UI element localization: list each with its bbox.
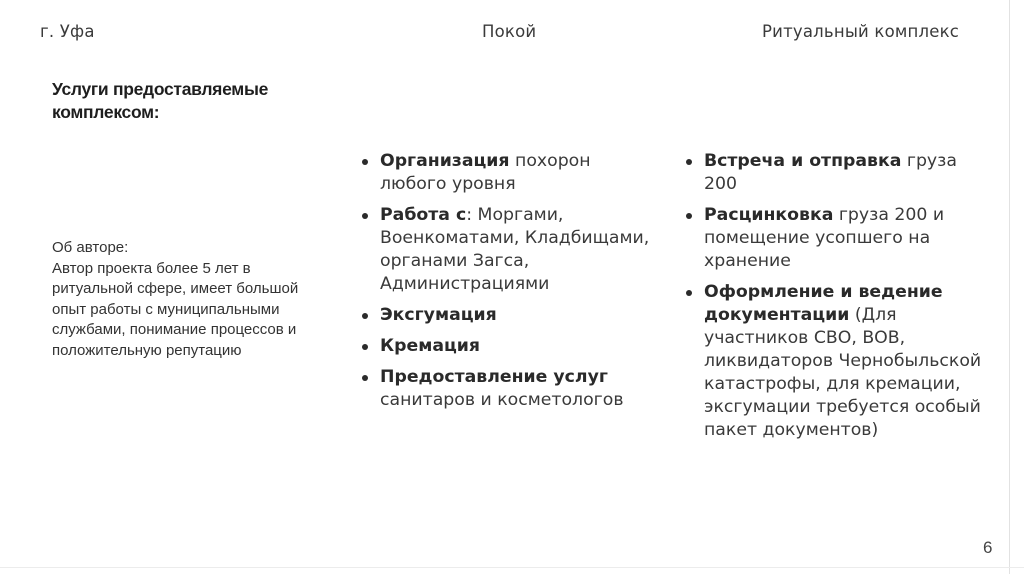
item-bold: Кремация (380, 336, 481, 356)
list-item (684, 204, 984, 273)
author-heading: Об авторе: (52, 239, 129, 256)
item-text: : Моргами, Военкоматами, Кладбищами, органами Загса, Администрациями (380, 205, 650, 294)
item-bold: Организация (380, 151, 510, 171)
header-city: г. Уфа (40, 22, 95, 41)
services-title: Услуги предоставляемые комплексом: (52, 79, 269, 122)
item-text: груза 200 (704, 151, 957, 194)
services-list-left (360, 150, 660, 420)
item-text: груза 200 и помещение усопшего на хранение (704, 205, 945, 271)
header-brand: Покой (482, 22, 537, 41)
bullet-icon (686, 213, 692, 219)
slide-header (40, 22, 1000, 46)
item-bold: Работа с (380, 205, 467, 225)
item-bold: Оформление и ведение документации (704, 282, 943, 325)
author-text: Автор проекта более 5 лет в ритуальной сфере, имеет большой опыт работы с муниципальными службами, понимание процессов и положительную репутацию (52, 259, 299, 359)
item-bold: Предоставление услуг (380, 367, 608, 387)
item-text: санитаров и косметологов (380, 390, 624, 410)
bullet-icon (686, 290, 692, 296)
slide-border-right (1009, 0, 1010, 574)
list-item (360, 304, 660, 327)
bullet-icon (362, 375, 368, 381)
header-subtitle: Ритуальный комплекс (762, 22, 960, 41)
slide-border-bottom (0, 567, 1024, 568)
list-item (684, 150, 984, 196)
item-bold: Встреча и отправка (704, 151, 902, 171)
page-number: 6 (983, 538, 993, 557)
bullet-icon (362, 313, 368, 319)
list-item (360, 335, 660, 358)
item-bold: Эксгумация (380, 305, 497, 325)
bullet-icon (362, 344, 368, 350)
item-text: (Для участников СВО, ВОВ, ликвидаторов Чернобыльской катастрофы, для кремации, эксгумации требуется особый пакет документов) (704, 305, 982, 440)
item-bold: Расцинковка (704, 205, 834, 225)
list-item (684, 281, 984, 442)
author-block (52, 238, 322, 361)
list-item (360, 366, 660, 412)
bullet-icon (686, 159, 692, 165)
services-list-right (684, 150, 984, 450)
item-text: похорон любого уровня (380, 151, 591, 194)
list-item (360, 204, 660, 296)
bullet-icon (362, 213, 368, 219)
bullet-icon (362, 159, 368, 165)
list-item (360, 150, 660, 196)
